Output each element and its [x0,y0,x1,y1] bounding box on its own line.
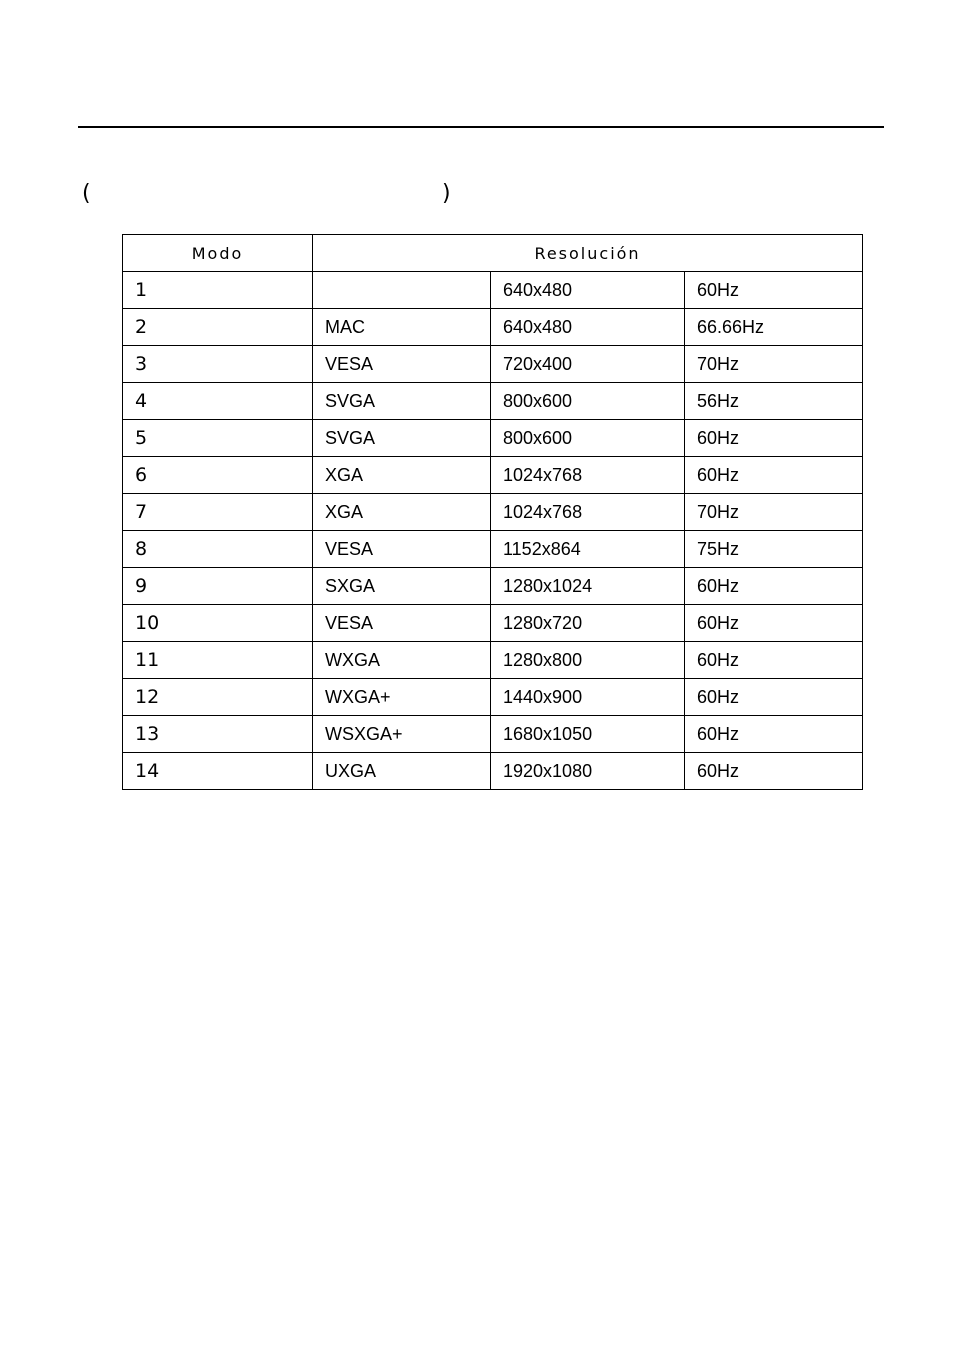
mode-cell: 4 [123,383,313,420]
standard-cell: VESA [313,605,491,642]
mode-cell: 9 [123,568,313,605]
mode-cell: 3 [123,346,313,383]
table-row [123,568,863,605]
frequency-cell: 60Hz [685,679,863,716]
table-row [123,642,863,679]
frequency-cell: 70Hz [685,346,863,383]
frequency-cell: 60Hz [685,420,863,457]
table-row [123,605,863,642]
mode-cell: 11 [123,642,313,679]
standard-cell [313,272,491,309]
close-parenthesis: ) [442,181,451,206]
mode-cell: 10 [123,605,313,642]
standard-cell: SXGA [313,568,491,605]
standard-cell: MAC [313,309,491,346]
table-row [123,716,863,753]
standard-cell: WXGA+ [313,679,491,716]
standard-cell: VESA [313,346,491,383]
header-resolution: Resolución [313,235,863,272]
header-mode: Modo [123,235,313,272]
table-row [123,457,863,494]
header-rule [78,126,884,128]
display-modes-table [122,234,863,790]
resolution-cell: 1920x1080 [491,753,685,790]
resolution-cell: 800x600 [491,383,685,420]
table-row [123,383,863,420]
resolution-cell: 640x480 [491,309,685,346]
resolution-cell: 720x400 [491,346,685,383]
frequency-cell: 60Hz [685,568,863,605]
table-row [123,309,863,346]
frequency-cell: 60Hz [685,457,863,494]
table-header-row [123,235,863,272]
standard-cell: XGA [313,457,491,494]
table-row [123,420,863,457]
mode-cell: 14 [123,753,313,790]
mode-cell: 1 [123,272,313,309]
frequency-cell: 60Hz [685,716,863,753]
frequency-cell: 75Hz [685,531,863,568]
resolution-cell: 640x480 [491,272,685,309]
frequency-cell: 60Hz [685,272,863,309]
standard-cell: VESA [313,531,491,568]
resolution-cell: 1024x768 [491,494,685,531]
table-row [123,679,863,716]
standard-cell: SVGA [313,383,491,420]
resolution-cell: 1280x800 [491,642,685,679]
resolution-cell: 1680x1050 [491,716,685,753]
resolution-cell: 1152x864 [491,531,685,568]
table-body [123,272,863,790]
mode-cell: 13 [123,716,313,753]
frequency-cell: 60Hz [685,642,863,679]
standard-cell: UXGA [313,753,491,790]
table-row [123,531,863,568]
resolution-cell: 800x600 [491,420,685,457]
open-parenthesis: ( [82,181,91,206]
mode-cell: 8 [123,531,313,568]
standard-cell: WXGA [313,642,491,679]
mode-cell: 2 [123,309,313,346]
table-row [123,753,863,790]
resolution-cell: 1440x900 [491,679,685,716]
mode-cell: 5 [123,420,313,457]
frequency-cell: 66.66Hz [685,309,863,346]
frequency-cell: 60Hz [685,605,863,642]
resolution-cell: 1024x768 [491,457,685,494]
standard-cell: WSXGA+ [313,716,491,753]
standard-cell: XGA [313,494,491,531]
resolution-cell: 1280x1024 [491,568,685,605]
frequency-cell: 70Hz [685,494,863,531]
mode-cell: 7 [123,494,313,531]
frequency-cell: 60Hz [685,753,863,790]
table-row [123,494,863,531]
standard-cell: SVGA [313,420,491,457]
table-row [123,346,863,383]
mode-cell: 6 [123,457,313,494]
frequency-cell: 56Hz [685,383,863,420]
table-row [123,272,863,309]
mode-cell: 12 [123,679,313,716]
resolution-cell: 1280x720 [491,605,685,642]
